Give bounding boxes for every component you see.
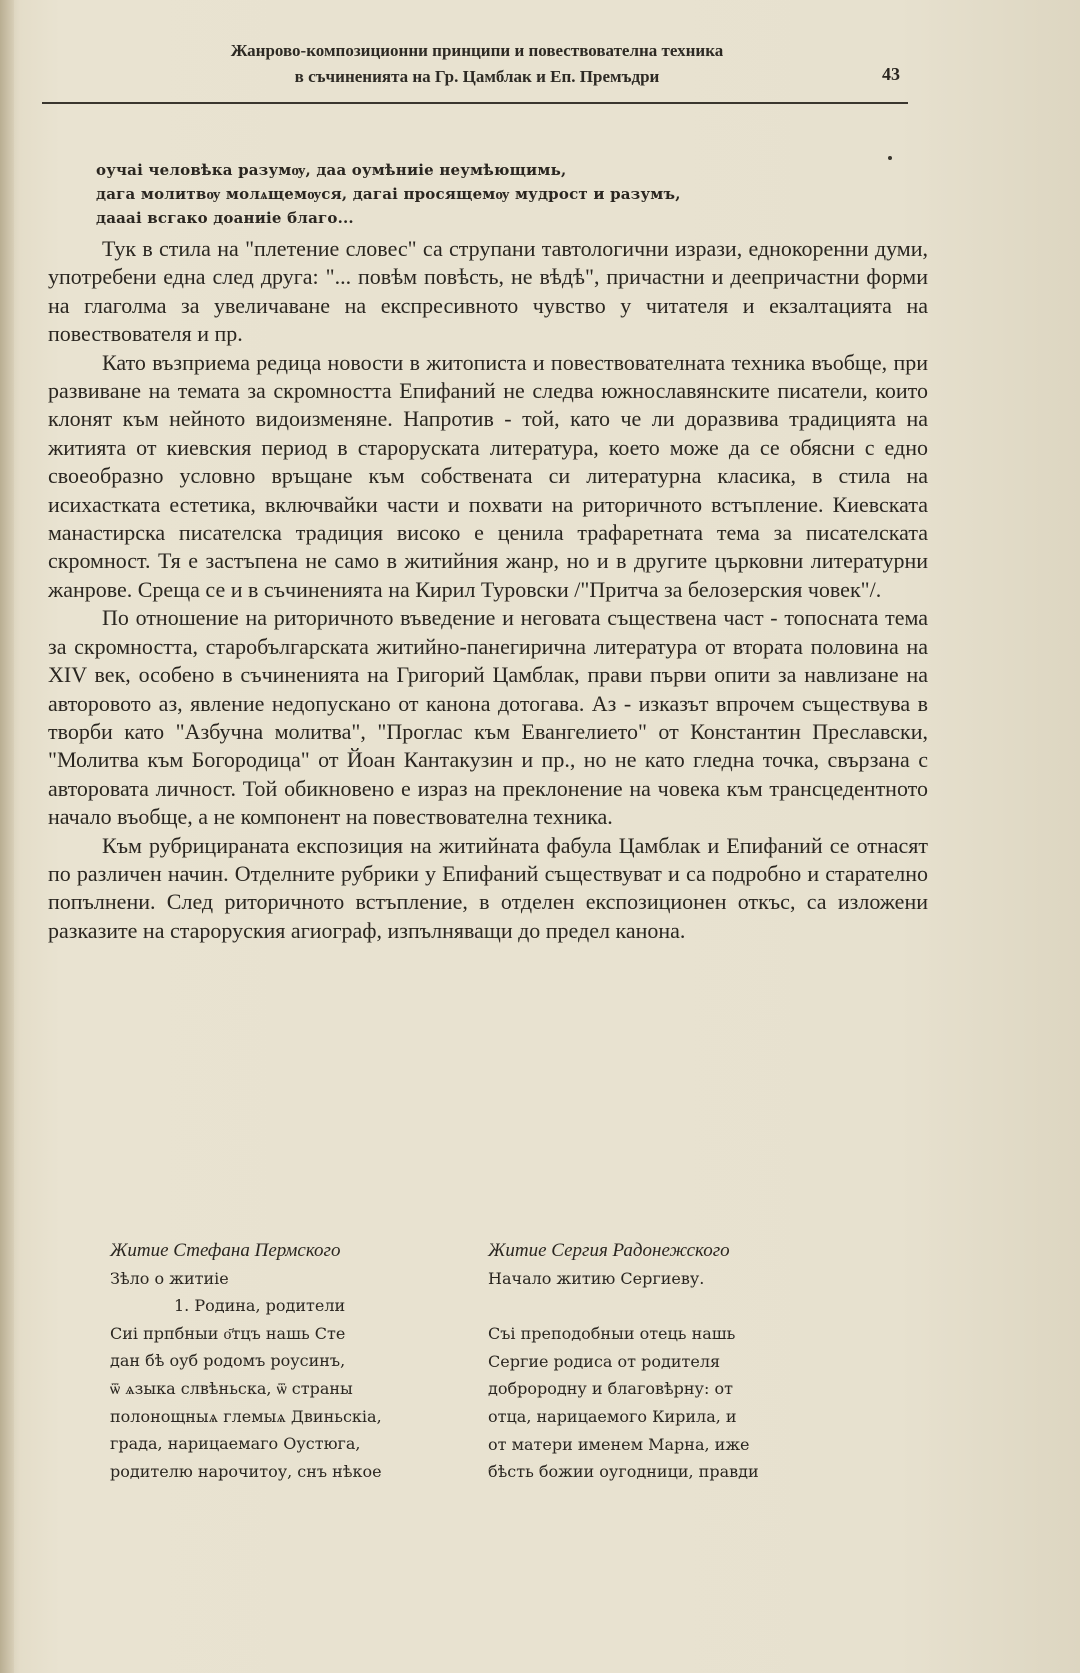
right-parallel-column — [488, 1237, 888, 1486]
left-column-line: дан бѣ оуб родомъ роусинъ, — [110, 1351, 346, 1371]
page-binding-edge — [0, 0, 14, 1673]
paragraph: По отношение на риторичното въведение и неговата съществена част - топосната тема за скромността, старобългарската житийно-панегирична литература от втората половина на XIV век, особено в съчиненията на Григорий Цамблак, прави първи опити за навлизане на авторовото аз, явление недопускано от канона дотогава. Аз - изказът впрочем съществува в творби като "Азбучна молитва", "Проглас към Евангелието" от Константин Преславски, "Молитва към Богородица" от Йоан Кантакузин и пр., но не като гледна точка, свързана с авторовата личност. Той обикновено е израз на преклонение на човека към трансцедентното начало въобще, а не компонент на повествователна техника. — [48, 605, 928, 830]
right-column-line: Сергие родиса от родителя — [488, 1351, 721, 1371]
right-column-line: от матери именем Марна, иже — [488, 1434, 750, 1454]
left-column-line: града, нарицаемаго Оустюга, — [110, 1434, 361, 1454]
left-column-line: родителю нарочитоу, снъ нѣкое — [110, 1461, 382, 1481]
left-column-line: ѿ ѧзыка слвѣньска, ѿ страны — [110, 1378, 353, 1398]
header-rule — [42, 102, 908, 104]
left-column-line: полонощныѧ глемыѧ Двиньскіа, — [110, 1406, 382, 1426]
paragraph: Към рубрицираната експозиция на житийната фабула Цамблак и Епифаний се отнасят по различен начин. Отделните рубрики у Епифаний съществуват и са подробно и старателно попълнени. След риторичното встъпление, в отделен експозиционен откъс, са изложени разказите на староруския агиограф, изпълняващи до предел канона. — [48, 832, 928, 943]
quote-line: даааі всгако доаниіе благо... — [96, 209, 354, 227]
paragraph: Тук в стила на "плетение словес" са струпани тавтологични изрази, еднокоренни думи, употребени една след друга: "... повѣм повѣсть, не вѣдѣ", причастни и деепричастни форми на глаголма за увеличаване на експресивното чувство у читателя и екзалтацията на повествователя и пр. — [48, 236, 928, 347]
header-line-1: Жанрово-композиционни принципи и повествователна техника — [230, 41, 724, 60]
left-column-title: Житие Стефана Пермского — [110, 1240, 341, 1261]
quote-line: оучаі человѣка разумѹ, даа оумѣниіе неумѣющимь, — [96, 161, 567, 179]
left-column-line: Сиі прпбныи о҃тцъ нашь Сте — [110, 1323, 346, 1343]
slavonic-quote — [96, 158, 916, 230]
left-column-heading: 1. Родина, родители — [174, 1296, 346, 1316]
quote-line: дага молитвѹ молѧщемѹся, дагаі просящемѹ мудрост и разумъ, — [96, 185, 681, 203]
right-column-line: бѣсть божии оугодници, правди — [488, 1462, 759, 1482]
right-column-subtitle: Начало житию Сергиеву. — [488, 1268, 705, 1288]
left-column-subtitle: Зѣло о житиіе — [110, 1268, 229, 1288]
page-number: 43 — [882, 64, 900, 84]
right-column-line: отца, нарицаемого Кирила, и — [488, 1406, 737, 1426]
left-parallel-column — [110, 1237, 470, 1485]
paragraph: Като възприема редица новости в житописта и повествователната техника въобще, при развиване на темата за скромността Епифаний не следва южнославянските писатели, които клонят към нейното видоизменяне. Напротив - той, като че ли доразвива традицията на житията от киевския период в староруската литература, което може да се обясни с едно своеобразно условно връщане към собствената си литературна класика, в стила на исихастката естетика, включвайки части и похвати на риторичното встъпление. Киевската манастирска писателска традиция високо е ценила трафаретната тема за писателската скромност. Тя е застъпена не само в житийния жанр, но и в другите църковни литературни жанрове. Среща се и в съчиненията на Кирил Туровски /"Притча за белозерския човек"/. — [48, 349, 928, 602]
body-text — [48, 235, 928, 945]
column-spacer — [488, 1292, 888, 1320]
header-line-2: в съчиненията на Гр. Цамблак и Еп. Премъдри — [294, 67, 660, 86]
right-column-line: Съі преподобныи отець нашь — [488, 1324, 736, 1344]
right-column-line: доброродну и благовѣрну: от — [488, 1379, 733, 1399]
running-header — [44, 38, 910, 90]
right-column-title: Житие Сергия Радонежского — [488, 1240, 730, 1261]
